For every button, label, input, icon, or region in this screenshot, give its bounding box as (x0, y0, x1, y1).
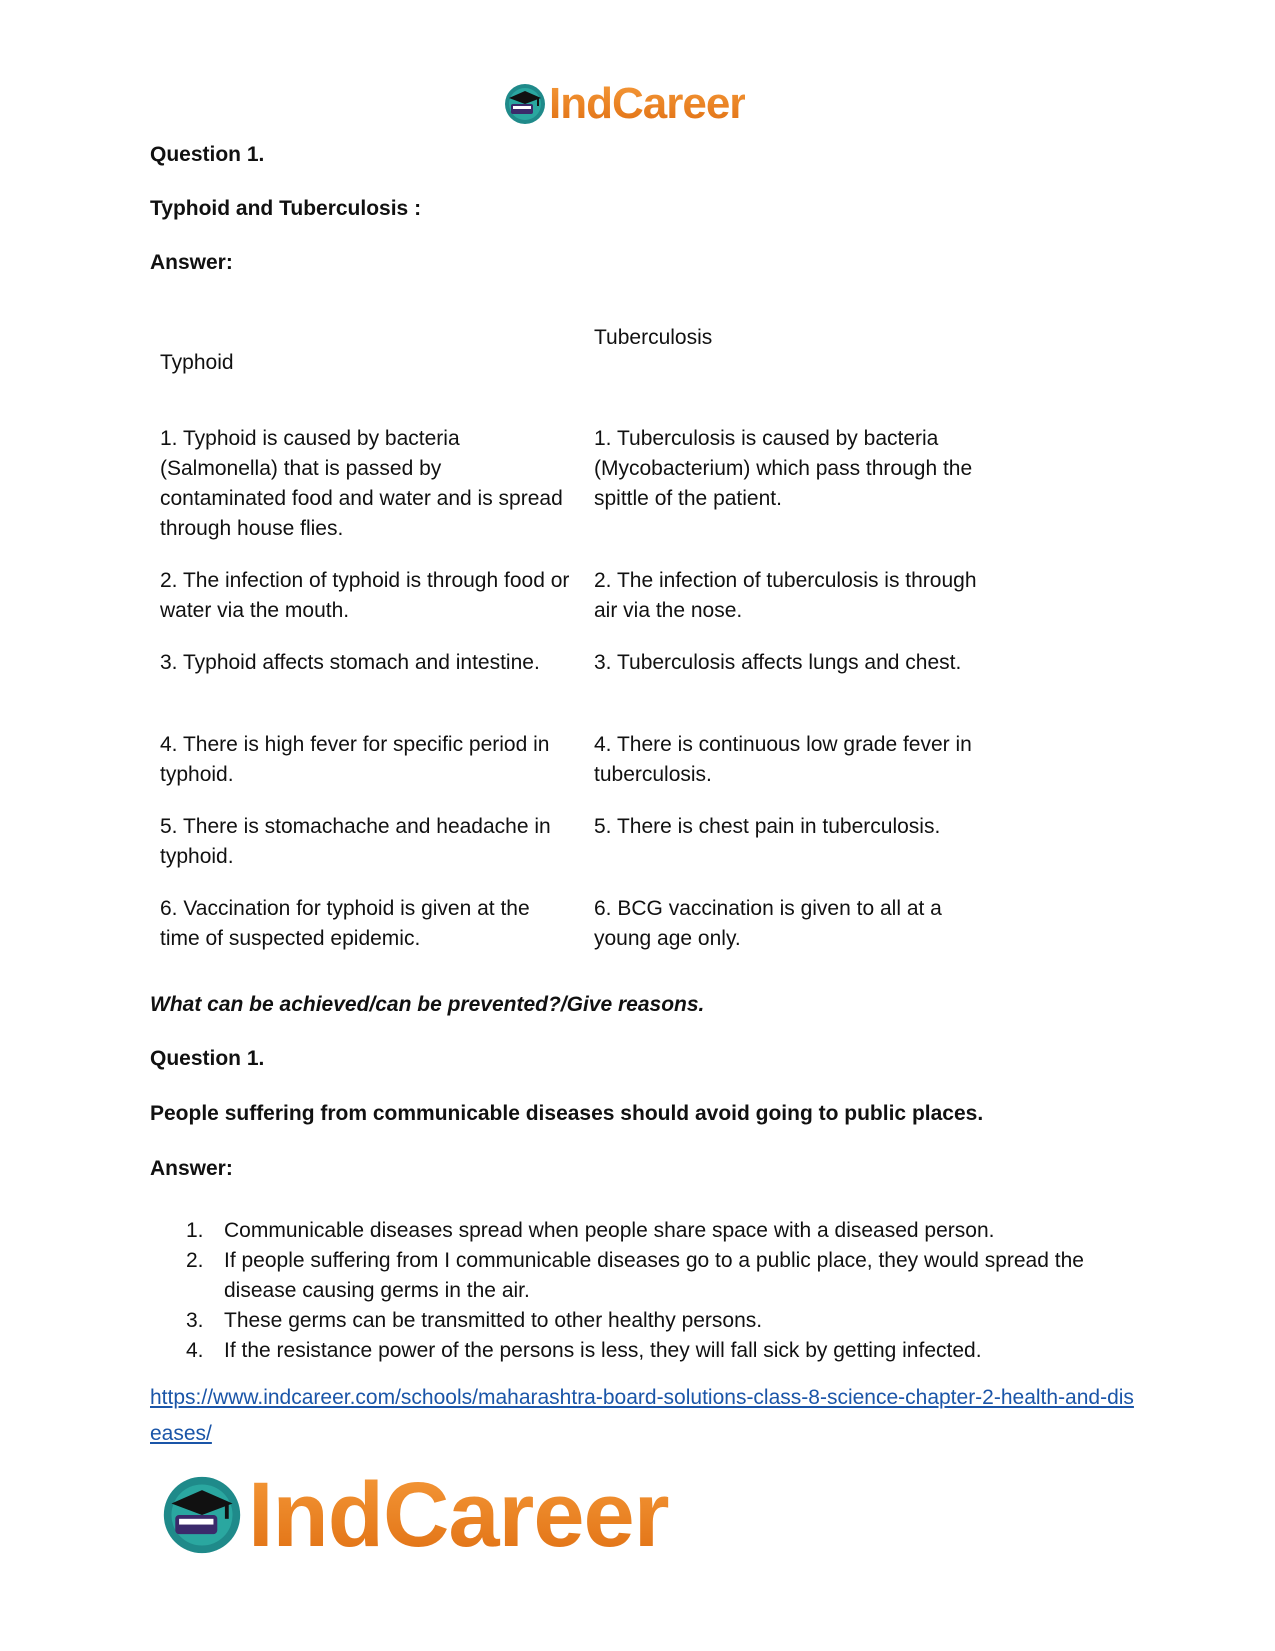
list-item (150, 1216, 1130, 1246)
answer-label: Answer: (150, 251, 233, 274)
table-cell: 6. BCG vaccination is given to all at a young age only. (594, 897, 942, 950)
graduation-book-globe-icon (503, 82, 547, 126)
question-label: Question 1. (150, 1047, 265, 1070)
table-cell: 4. There is continuous low grade fever in tuberculosis. (594, 733, 972, 786)
list-item-text: If people suffering from I communicable diseases go to a public place, they would spread the disease causing germs in the air. (224, 1249, 1084, 1302)
table-cell: 1. Typhoid is caused by bacteria (Salmonella) that is passed by contaminated food and water and is spread through house flies. (160, 427, 563, 540)
table-header-tuberculosis: Tuberculosis (594, 326, 713, 349)
graduation-book-globe-icon (160, 1473, 244, 1557)
table-cell: 6. Vaccination for typhoid is given at the time of suspected epidemic. (160, 897, 530, 950)
table-cell: 2. The infection of typhoid is through food or water via the mouth. (160, 569, 570, 622)
table-header-typhoid: Typhoid (160, 351, 234, 374)
list-item-number: 1. (186, 1219, 204, 1242)
list-item-text: Communicable diseases spread when people share space with a diseased person. (224, 1219, 995, 1242)
header-logo (503, 80, 745, 128)
header-logo-text: IndCareer (549, 79, 746, 128)
section-heading: What can be achieved/can be prevented?/Give reasons. (150, 993, 705, 1016)
list-item-text: If the resistance power of the persons is less, they will fall sick by getting infected. (224, 1339, 982, 1362)
table-cell: 5. There is stomachache and headache in typhoid. (160, 815, 551, 868)
list-item (150, 1306, 1130, 1336)
list-item (150, 1336, 1130, 1366)
source-link[interactable]: https://www.indcareer.com/schools/maharashtra-board-solutions-class-8-science-chapter-2-health-and-diseases/ (150, 1386, 1134, 1445)
table-cell: 3. Typhoid affects stomach and intestine. (160, 651, 540, 674)
question-text: Typhoid and Tuberculosis : (150, 197, 422, 220)
question-label: Question 1. (150, 143, 265, 166)
list-item-number: 3. (186, 1309, 204, 1332)
list-item (150, 1246, 1130, 1306)
footer-logo-text: IndCareer (248, 1464, 669, 1566)
table-cell: 5. There is chest pain in tuberculosis. (594, 815, 941, 838)
answer-label: Answer: (150, 1157, 233, 1180)
table-cell: 3. Tuberculosis affects lungs and chest. (594, 651, 962, 674)
question-text: People suffering from communicable diseases should avoid going to public places. (150, 1102, 984, 1125)
table-cell: 1. Tuberculosis is caused by bacteria (Mycobacterium) which pass through the spittle of the patient. (594, 427, 973, 510)
answer-list (150, 1216, 1130, 1366)
list-item-number: 2. (186, 1249, 204, 1272)
list-item-text: These germs can be transmitted to other healthy persons. (224, 1309, 763, 1332)
table-cell: 4. There is high fever for specific period in typhoid. (160, 733, 550, 786)
table-cell: 2. The infection of tuberculosis is through air via the nose. (594, 569, 977, 622)
footer-logo (160, 1465, 669, 1565)
list-item-number: 4. (186, 1339, 204, 1362)
